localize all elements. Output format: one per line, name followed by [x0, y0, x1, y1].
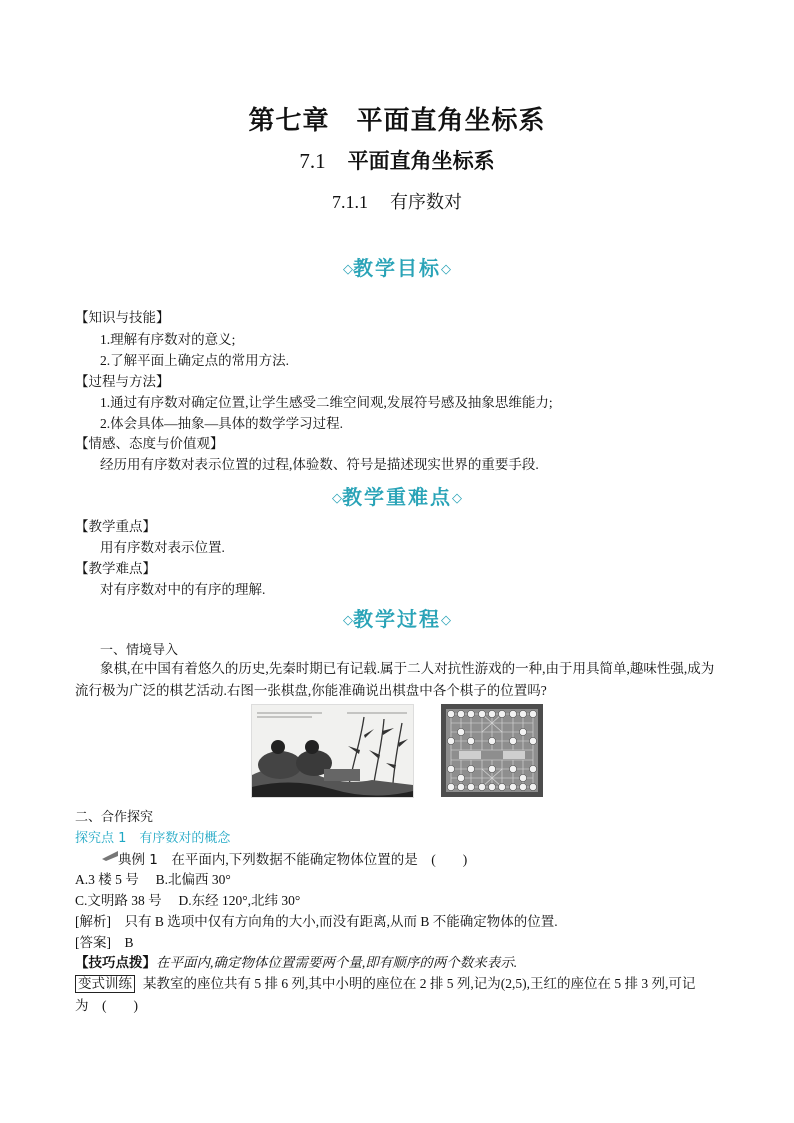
- heading-process-text: 教学过程: [353, 607, 441, 631]
- key-point-text: 用有序数对表示位置.: [100, 540, 225, 555]
- label-key-point: 【教学重点】: [75, 519, 156, 535]
- process-item: 1.通过有序数对确定位置,让学生感受二维空间观,发展符号感及抽象思维能力;: [100, 395, 553, 410]
- section-title: [0, 145, 794, 175]
- chess-board-drawing: [441, 704, 543, 797]
- chess-board-image: [441, 704, 543, 797]
- heading-teaching-process: [0, 603, 794, 632]
- heading-teaching-goals-text: 教学目标: [353, 256, 441, 280]
- diamond-icon: ◇: [343, 262, 353, 277]
- subsection-title-text: 有序数对: [390, 192, 462, 213]
- label-emotion-values: 【情感、态度与价值观】: [75, 436, 224, 452]
- intro-label: 一、情境导入: [100, 643, 179, 658]
- example-question-text: 在平面内,下列数据不能确定物体位置的是 ( ): [171, 852, 468, 867]
- skill-tip: [75, 951, 517, 971]
- chess-painting-image: [251, 704, 414, 798]
- section-title-text: 平面直角坐标系: [347, 149, 495, 173]
- diamond-icon: ◇: [452, 491, 462, 506]
- skill-tip-label: 【技巧点拨】: [75, 955, 156, 971]
- example-marker-icon: [102, 846, 118, 858]
- practice-line1: [75, 972, 695, 992]
- heading-teaching-goals: [0, 252, 794, 281]
- heading-key-points-text: 教学重难点: [342, 485, 452, 509]
- process-item: 2.体会具体—抽象—具体的数学学习过程.: [100, 416, 343, 431]
- chapter-title: 第七章 平面直角坐标系: [248, 106, 546, 136]
- diamond-icon: ◇: [332, 491, 342, 506]
- practice-line2: 为 ( ): [75, 998, 138, 1013]
- label-difficult-point: 【教学难点】: [75, 561, 156, 577]
- chess-painting-drawing: [252, 705, 413, 797]
- knowledge-item: 2.了解平面上确定点的常用方法.: [100, 353, 289, 368]
- skill-tip-text: 在平面内,确定物体位置需要两个量,即有顺序的两个数来表示.: [156, 955, 518, 970]
- example-label: 典例 1: [118, 852, 158, 868]
- practice-label: 变式训练: [75, 975, 135, 993]
- section-number: 7.1: [299, 149, 326, 173]
- example-options-line2: C.文明路 38 号 D.东经 120°,北纬 30°: [75, 893, 301, 908]
- intro-paragraph: 象棋,在中国有着悠久的历史,先秦时期已有记载.属于二人对抗性游戏的一种,由于用具简单,趣味性强,成为流行极为广泛的棋艺活动.右图一张棋盘,你能准确说出棋盘中各个棋子的位置吗?: [75, 661, 715, 698]
- explore-point-title: 探究点 1 有序数对的概念: [75, 831, 231, 846]
- subsection-title: [0, 188, 794, 214]
- example-options-line1: A.3 楼 5 号 B.北偏西 30°: [75, 872, 231, 887]
- practice-text: 某教室的座位共有 5 排 6 列,其中小明的座位在 2 排 5 列,记为(2,5),王红的座位在 5 排 3 列,可记: [143, 976, 696, 991]
- diamond-icon: ◇: [343, 613, 353, 628]
- label-knowledge-skills: 【知识与技能】: [75, 310, 170, 326]
- subsection-number: 7.1.1: [332, 192, 368, 212]
- label-process-methods: 【过程与方法】: [75, 374, 170, 390]
- emotion-text: 经历用有序数对表示位置的过程,体验数、符号是描述现实世界的重要手段.: [100, 457, 539, 472]
- explore-label: 二、合作探究: [75, 810, 154, 825]
- knowledge-item: 1.理解有序数对的意义;: [100, 332, 236, 347]
- diamond-icon: ◇: [441, 262, 451, 277]
- heading-key-difficult-points: [0, 481, 794, 510]
- example-question: [118, 848, 467, 868]
- example-answer: [答案] B: [75, 935, 134, 950]
- difficult-point-text: 对有序数对中的有序的理解.: [100, 582, 266, 597]
- example-analysis: [解析] 只有 B 选项中仅有方向角的大小,而没有距离,从而 B 不能确定物体的位置.: [75, 914, 558, 929]
- diamond-icon: ◇: [441, 613, 451, 628]
